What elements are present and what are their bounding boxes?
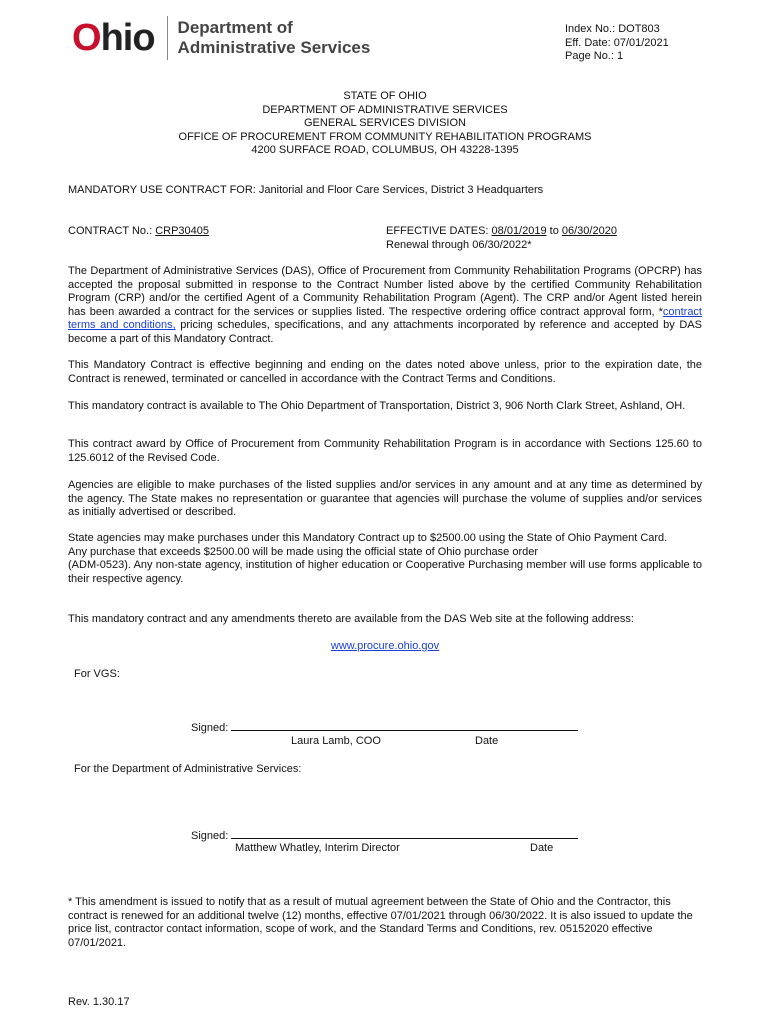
- for-das-label: For the Department of Administrative Services:: [74, 763, 302, 775]
- header-department: DEPARTMENT OF ADMINISTRATIVE SERVICES: [262, 103, 508, 116]
- ohio-wordmark: Ohio: [72, 17, 155, 59]
- page-number: Page No.: 1: [565, 50, 624, 62]
- paragraph-availability: This mandatory contract is available to The Ohio Department of Transportation, District 3, 906 North Clark Street, Ashland, OH.: [68, 400, 686, 412]
- header-division: GENERAL SERVICES DIVISION: [304, 117, 466, 129]
- website-row: [0, 640, 770, 652]
- effective-dates: EFFECTIVE DATES: 08/01/2019 to 06/30/2020 Renewal through 06/30/2022*: [386, 225, 617, 251]
- contract-terms-link[interactable]: contract terms and conditions,: [68, 305, 702, 331]
- paragraph-eligibility: Agencies are eligible to make purchases of the listed supplies and/or services in any amount and at any time as determined by the agency. The State makes no representation or guarantee that agencies will purchase the volume of supplies and/or services as initially advertised or described.: [68, 479, 702, 518]
- header-address: 4200 SURFACE ROAD, COLUMBUS, OH 43228-1395: [251, 144, 519, 156]
- vgs-signature-line: Signed:: [191, 720, 578, 734]
- amendment-note: * This amendment is issued to notify that as a result of mutual agreement between the State of Ohio and the Contractor, this contract is renewed for an additional twelve (12) months, effective 07/01/2021 through 06/30/2022. It is also issued to update the price list, contractor contact information, scope of work, and the Standard Terms and Conditions, rev. 05152020 effective 07/01/2021.: [68, 896, 693, 949]
- das-signature-line: Signed:: [191, 828, 578, 842]
- header-state: STATE OF OHIO: [343, 90, 427, 102]
- paragraph-sections: This contract award by Office of Procurement from Community Rehabilitation Program is in accordance with Sections 125.60 to 125.6012 of the Revised Code.: [68, 438, 702, 464]
- contract-number: CONTRACT No.: CRP30405: [68, 225, 210, 237]
- paragraph-purchases: State agencies may make purchases under this Mandatory Contract up to $2500.00 using the State of Ohio Payment Card. Any purchase that exceeds $2500.00 will be made using the official state of Ohio purchase order (ADM-0523). Any non-state agency, institution of higher education or Cooperative Purchasing member will use forms applicable to their respective agency.: [68, 532, 702, 585]
- document-header: [0, 90, 770, 158]
- revision-number: Rev. 1.30.17: [68, 996, 130, 1008]
- header-office: OFFICE OF PROCUREMENT FROM COMMUNITY REHABILITATION PROGRAMS: [178, 130, 592, 143]
- procure-website-link[interactable]: www.procure.ohio.gov: [330, 640, 440, 652]
- vgs-date-label: Date: [475, 735, 499, 747]
- paragraph-website: This mandatory contract and any amendments thereto are available from the DAS Web site at the following address:: [68, 613, 634, 625]
- logo-divider: [167, 16, 168, 60]
- logo-department-name: Department of Administrative Services: [177, 18, 371, 57]
- index-info: [565, 23, 669, 64]
- for-vgs-label: For VGS:: [74, 668, 120, 680]
- paragraph-effective: This Mandatory Contract is effective beginning and ending on the dates noted above unless, prior to the expiration date, the Contract is renewed, terminated or cancelled in accordance with the Contract Terms and Conditions.: [68, 359, 702, 385]
- das-signature-blank: [231, 828, 578, 839]
- das-date-label: Date: [530, 842, 554, 854]
- vgs-signer-name: Laura Lamb, COO: [291, 735, 381, 747]
- paragraph-award: The Department of Administrative Services (DAS), Office of Procurement from Community Rehabilitation Programs (OPCRP) has accepted the proposal submitted in response to the Contract Number listed above by the certified Community Rehabilitation Program (CRP) and/or the certified Agent of a Community Rehabilitation Program (Agent). The CRP and/or Agent listed herein has been awarded a contract for the services or supplies listed. The respective ordering office contract approval form, *contract terms and conditions, pricing schedules, specifications, and any attachments incorporated by reference and accepted by DAS become a part of this Mandatory Contract.: [68, 265, 702, 345]
- renewal-through: Renewal through 06/30/2022*: [386, 238, 532, 251]
- ohio-das-logo: [72, 16, 370, 60]
- vgs-signature-blank: [231, 720, 578, 731]
- das-signer-name: Matthew Whatley, Interim Director: [235, 842, 400, 854]
- effective-date: Eff. Date: 07/01/2021: [565, 36, 669, 49]
- mandatory-use-line: MANDATORY USE CONTRACT FOR: Janitorial and Floor Care Services, District 3 Headquarters: [68, 184, 544, 196]
- index-number: Index No.: DOT803: [565, 23, 660, 35]
